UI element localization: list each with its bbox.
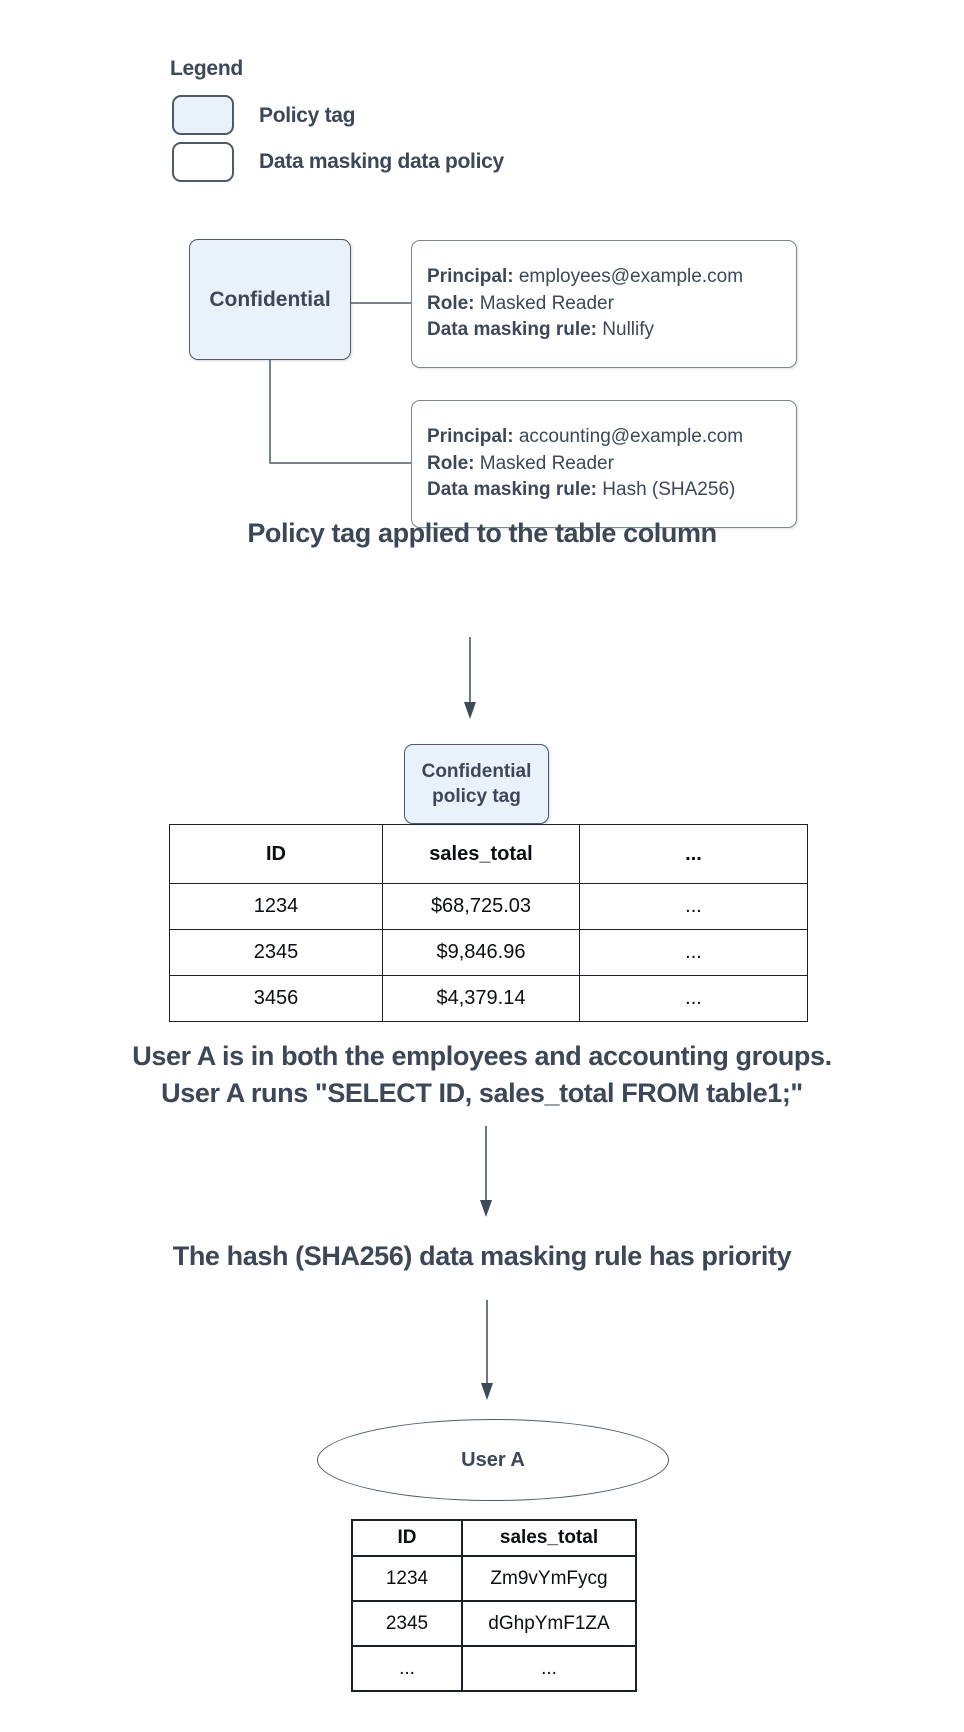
table-cell: 1234 xyxy=(352,1556,462,1601)
field-value: accounting@example.com xyxy=(518,426,744,448)
table-row xyxy=(170,930,808,976)
policy-tag-node-label: Confidential xyxy=(209,287,331,311)
badge-line2: policy tag xyxy=(432,786,521,807)
table-header-cell: sales_total xyxy=(462,1520,636,1556)
field-value: Nullify xyxy=(602,319,655,341)
user-a-label: User A xyxy=(461,1448,525,1471)
table-cell: 2345 xyxy=(352,1601,462,1646)
table-header-cell: ID xyxy=(352,1520,462,1556)
table-cell: $9,846.96 xyxy=(383,930,580,976)
field-value: Masked Reader xyxy=(479,452,614,474)
field-value: Masked Reader xyxy=(479,292,614,314)
heading-user-groups-line1: User A is in both the employees and accounting groups. xyxy=(132,1041,832,1071)
table-cell: ... xyxy=(462,1646,636,1691)
table-header-cell: ID xyxy=(170,825,383,884)
badge-line1: Confidential xyxy=(421,761,532,782)
table-header-cell: ... xyxy=(580,825,808,884)
table-cell: 1234 xyxy=(170,884,383,930)
field-label: Role: xyxy=(427,452,475,474)
heading-rule-priority: The hash (SHA256) data masking rule has priority xyxy=(172,1241,792,1271)
field-label: Data masking rule: xyxy=(427,319,597,341)
arrow-priority-head-icon xyxy=(481,1383,493,1400)
legend-data-policy-label: Data masking data policy xyxy=(259,150,504,173)
connector-confidential-to-accounting-policy xyxy=(270,360,411,463)
table-cell: ... xyxy=(580,884,808,930)
table-cell: ... xyxy=(580,930,808,976)
field-label: Principal: xyxy=(427,426,514,448)
source-table xyxy=(169,824,808,1022)
field-label: Principal: xyxy=(427,266,514,288)
arrow-query-head-icon xyxy=(480,1200,492,1217)
field-value: Hash (SHA256) xyxy=(602,479,736,501)
field-label: Data masking rule: xyxy=(427,479,597,501)
table-cell: $4,379.14 xyxy=(383,976,580,1022)
table-cell: Zm9vYmFycg xyxy=(462,1556,636,1601)
legend-policy-tag-label: Policy tag xyxy=(259,104,356,127)
arrow-applied-head-icon xyxy=(464,702,476,719)
heading-user-groups-line2: User A runs "SELECT ID, sales_total FROM table1;" xyxy=(161,1078,803,1108)
table-cell: 3456 xyxy=(170,976,383,1022)
table-row xyxy=(170,884,808,930)
table-row xyxy=(170,976,808,1022)
table-cell: 2345 xyxy=(170,930,383,976)
table-cell: ... xyxy=(352,1646,462,1691)
table-cell: ... xyxy=(580,976,808,1022)
table-header-cell: sales_total xyxy=(383,825,580,884)
legend-title: Legend xyxy=(170,57,243,80)
confidential-policy-tag-badge-text xyxy=(422,759,532,809)
table-cell: $68,725.03 xyxy=(383,884,580,930)
field-value: employees@example.com xyxy=(518,266,744,288)
heading-policy-tag-applied: Policy tag applied to the table column xyxy=(247,518,717,548)
field-label: Role: xyxy=(427,292,475,314)
confidential-policy-tag-badge xyxy=(404,744,549,824)
table-cell: dGhpYmF1ZA xyxy=(462,1601,636,1646)
table-header-row xyxy=(170,825,808,884)
